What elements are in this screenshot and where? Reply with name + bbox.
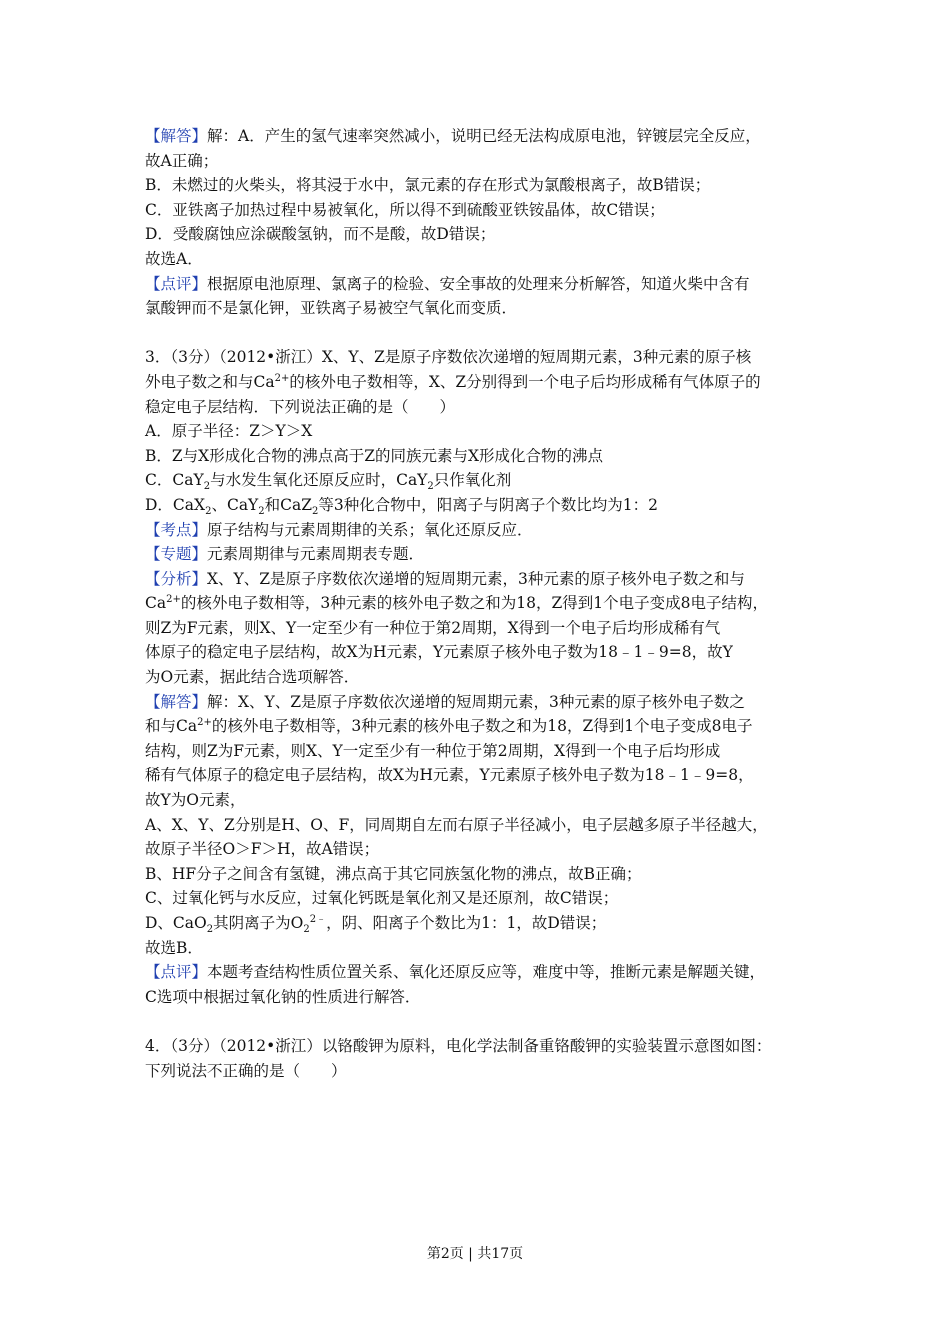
q3-solution-line: B、HF分子之间含有氢键，沸点高于其它同族氢化物的沸点，故B正确；: [145, 864, 642, 883]
q3-solution-line: 【解答】解：X、Y、Z是原子序数依次递增的短周期元素，3种元素的原子核外电子数之: [145, 692, 745, 711]
comment-tag: 【点评】: [145, 274, 208, 293]
q3-comment-line: C选项中根据过氧化钠的性质进行解答．: [145, 987, 421, 1006]
q3-solution-line: 故原子半径O＞F＞H，故A错误；: [145, 840, 380, 859]
q4-stem-line: 下列说法不正确的是（ ）: [145, 1061, 347, 1080]
page-footer: 第2页 | 共17页: [426, 1246, 524, 1262]
solution-tag: 【解答】: [145, 692, 208, 711]
q2-solution-line: B．未燃过的火柴头，将其浸于水中，氯元素的存在形式为氯酸根离子，故B错误；: [145, 176, 711, 195]
q3-solution-line: 结构，则Z为F元素，则X、Y一定至少有一种位于第2周期，X得到一个电子后均形成: [145, 741, 721, 760]
q3-solution-line: C、过氧化钙与水反应，过氧化钙既是氧化剂又是还原剂，故C错误；: [145, 889, 619, 908]
q3-option-d: D．CaX$_2$、CaY$_2$和CaZ$_2$等3种化合物中，阳离子与阴离子个数比均为1：2: [145, 495, 659, 517]
q3-option-b: B．Z与X形成化合物的沸点高于Z的同族元素与X形成化合物的沸点: [145, 446, 604, 465]
q3-stem-line: 稳定电子层结构．下列说法正确的是（ ）: [145, 397, 456, 416]
solution-tag: 【解答】: [145, 127, 208, 145]
q3-solution-line: 故选B．: [145, 938, 203, 957]
q4-stem-line: 4．（3分）（2012•浙江）以铬酸钾为原料，电化学法制备重铬酸钾的实验装置示意图如图：: [145, 1036, 772, 1055]
q2-comment-line: 【点评】根据原电池原理、氯离子的检验、安全事故的处理来分析解答，知道火柴中含有: [145, 274, 750, 293]
zhuanti-tag: 【专题】: [145, 545, 208, 564]
q2-solution-line: 【解答】解：A．产生的氢气速率突然减小，说明已经无法构成原电池，锌镀层完全反应，: [145, 127, 761, 145]
document-page: [145, 124, 815, 1083]
comment-tag: 【点评】: [145, 963, 208, 982]
q3-analysis-line: 体原子的稳定电子层结构，故X为H元素，Y元素原子核外电子数为18﹣1﹣9=8，故Y: [145, 643, 733, 662]
q3-solution-line: 和与$Ca^{2+}$的核外电子数相等，3种元素的核外电子数之和为18，Z得到1个电子变成8电子: [145, 717, 753, 736]
q3-stem-line: 外电子数之和与$Ca^{2+}$的核外电子数相等，X、Z分别得到一个电子后均形成稀有气体原子的: [145, 372, 761, 391]
q3-option-c: C．CaY$_2$与水发生氧化还原反应时，CaY$_2$只作氧化剂: [145, 471, 512, 493]
q3-comment-line: 【点评】本题考查结构性质位置关系、氧化还原反应等，难度中等，推断元素是解题关键，: [145, 963, 766, 982]
q3-zhuanti: 【专题】元素周期律与元素周期表专题．: [145, 545, 425, 564]
q3-solution-line: D、CaO$_2$其阴离子为$O_2^{2﹣}$，阴、阳离子个数比为1：1，故D错误；: [145, 913, 607, 936]
q2-comment-line: 氯酸钾而不是氯化钾，亚铁离子易被空气氧化而变质．: [145, 299, 518, 318]
q3-stem-line: 3．（3分）（2012•浙江）X、Y、Z是原子序数依次递增的短周期元素，3种元素的原子核: [145, 348, 752, 367]
analysis-tag: 【分析】: [145, 569, 208, 588]
q3-analysis-line: 为O元素，据此结合选项解答．: [145, 668, 360, 687]
q2-solution-line: 故选A．: [145, 249, 203, 268]
q3-analysis-line: 则Z为F元素，则X、Y一定至少有一种位于第2周期，X得到一个电子后均形成稀有气: [145, 618, 721, 637]
q3-analysis-line: 【分析】X、Y、Z是原子序数依次递增的短周期元素，3种元素的原子核外电子数之和与: [145, 569, 745, 588]
q3-solution-line: 故Y为O元素，: [145, 791, 246, 810]
q2-solution-line: 故A正确；: [145, 151, 219, 170]
q2-solution-line: D．受酸腐蚀应涂碳酸氢钠，而不是酸，故D错误；: [145, 225, 496, 244]
kaodian-tag: 【考点】: [145, 520, 208, 539]
q3-option-a: A．原子半径：Z＞Y＞X: [145, 422, 313, 441]
q3-analysis-line: $Ca^{2+}$的核外电子数相等，3种元素的核外电子数之和为18，Z得到1个电子变成8电子结构，: [145, 594, 768, 613]
q3-solution-line: 稀有气体原子的稳定电子层结构，故X为H元素，Y元素原子核外电子数为18﹣1﹣9=8，: [145, 766, 754, 785]
q2-solution-line: C．亚铁离子加热过程中易被氧化，所以得不到硫酸亚铁铵晶体，故C错误；: [145, 200, 665, 219]
q3-solution-line: A、X、Y、Z分别是H、O、F，同周期自左而右原子半径减小，电子层越多原子半径越大，: [145, 815, 768, 834]
q3-kaodian: 【考点】原子结构与元素周期律的关系；氧化还原反应．: [145, 520, 533, 539]
